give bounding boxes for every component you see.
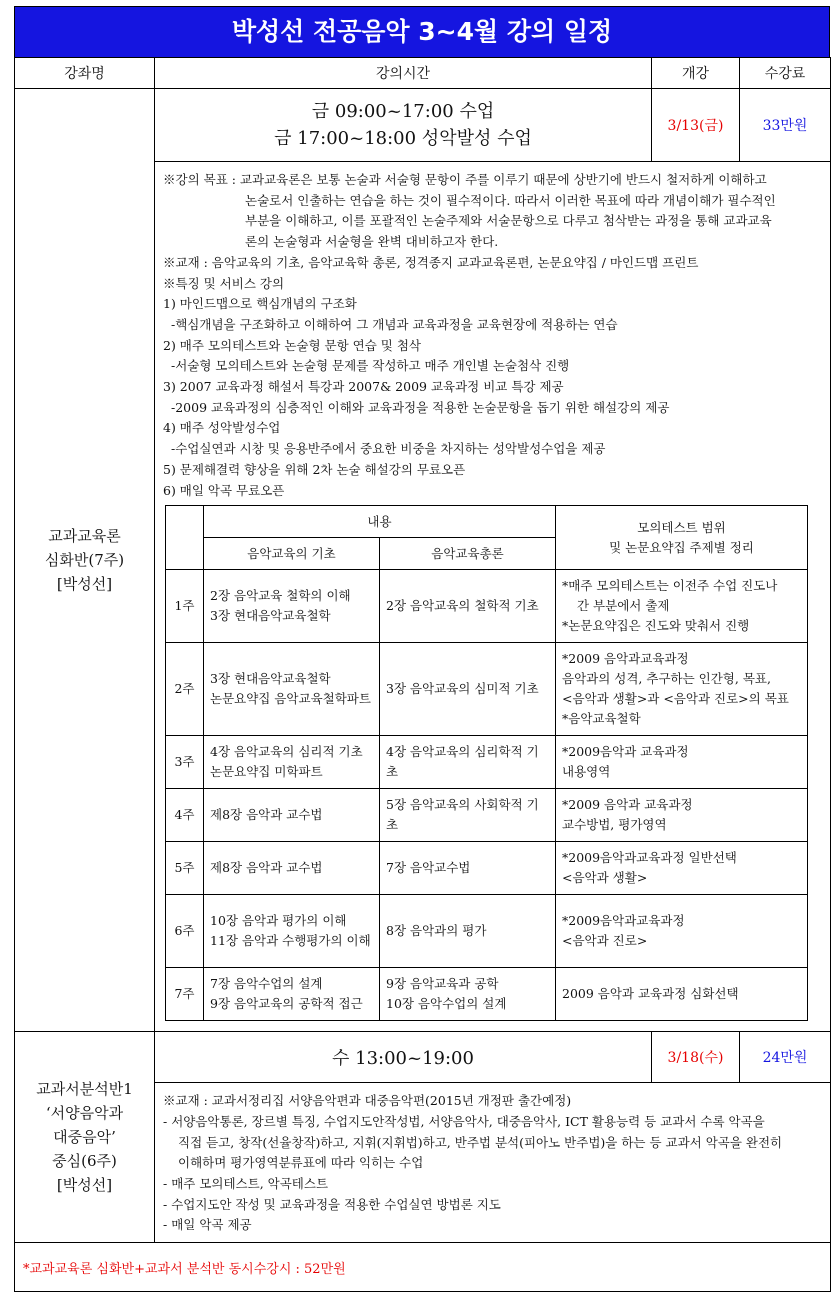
range-line: 간 부분에서 출제 xyxy=(577,598,670,614)
week-label: 3주 xyxy=(166,736,204,789)
footer-row xyxy=(15,1243,831,1292)
course2-description xyxy=(155,1083,831,1243)
feature-detail: -수업실연과 시창 및 응용반주에서 중요한 비중을 차지하는 성악발성수업을 제공 xyxy=(171,441,606,457)
goal-label: ※강의 목표 : xyxy=(163,172,240,187)
detail-item: - 매일 악곡 제공 xyxy=(163,1217,252,1233)
week-content-1 xyxy=(204,570,380,643)
week-header-blank xyxy=(166,506,204,570)
content-line: 11장 음악과 수행평가의 이해 xyxy=(210,933,371,949)
schedule-table xyxy=(14,57,831,1292)
week-content-2 xyxy=(380,570,556,643)
range-line: 내용영역 xyxy=(562,764,611,780)
week-content-2 xyxy=(380,736,556,789)
week-content-1 xyxy=(204,895,380,968)
course1-description xyxy=(155,162,831,1032)
feature-heading: ※특징 및 서비스 강의 xyxy=(163,275,285,291)
feature-item: 5) 문제해결력 향상을 위해 2차 논술 해설강의 무료오픈 xyxy=(163,461,466,477)
feature-item: 4) 매주 성악발성수업 xyxy=(163,420,281,436)
week-content-1 xyxy=(204,842,380,895)
range-line: *2009 음악과 교육과정 xyxy=(562,797,693,813)
course1-time-line: 금 17:00~18:00 성악발성 수업 xyxy=(274,128,532,149)
content-line: 8장 음악과의 평가 xyxy=(386,923,487,939)
content-line: 9장 음악교육의 공학적 접근 xyxy=(210,996,363,1012)
content-line: 4장 음악교육의 심리적 기초 xyxy=(210,744,363,760)
week-header-row xyxy=(166,506,808,538)
week-content-1 xyxy=(204,968,380,1021)
course2-name-line: [박성선] xyxy=(56,1176,113,1195)
content-line: 3장 현대음악교육철학 xyxy=(210,671,331,687)
week-content-2 xyxy=(380,895,556,968)
week-label: 6주 xyxy=(166,895,204,968)
course1-time xyxy=(155,89,652,162)
range-line: <음악과 생활> xyxy=(562,870,648,886)
feature-detail: -핵심개념을 구조화하고 이해하여 그 개념과 교육과정을 교육현장에 적용하는 연습 xyxy=(171,316,618,332)
header-open: 개강 xyxy=(652,58,740,89)
week-row xyxy=(166,789,808,842)
week-content-1 xyxy=(204,643,380,736)
course1-name-line: 교과교육론 xyxy=(48,527,121,546)
range-line: *2009음악과 교육과정 xyxy=(562,744,689,760)
course1-name xyxy=(15,89,155,1032)
course1-name-line: [박성선] xyxy=(56,575,113,594)
week-row xyxy=(166,895,808,968)
detail-item-cont: 직접 듣고, 창작(선율창작)하고, 지휘(지휘법)하고, 반주법 분석(피아노 반주법)을 하는 등 교과서 악곡을 완전히 xyxy=(178,1134,783,1150)
range-line: *매주 모의테스트는 이전주 수업 진도나 xyxy=(562,578,778,594)
course1-goal xyxy=(163,170,816,191)
week-row xyxy=(166,842,808,895)
range-line: *2009 음악과교육과정 xyxy=(562,651,689,667)
range-line: *논문요약집은 진도와 맞춰서 진행 xyxy=(562,618,750,634)
detail-item-cont: 이해하며 평가영역분류표에 따라 익히는 수업 xyxy=(178,1155,424,1171)
week-range xyxy=(556,968,808,1021)
course2-name-line: 교과서분석반1 xyxy=(36,1080,133,1099)
week-range xyxy=(556,789,808,842)
range-line: <음악과 진로> xyxy=(562,933,648,949)
page-title: 박성선 전공음악 3~4월 강의 일정 xyxy=(14,6,830,57)
range-line: <음악과 생활>과 <음악과 진로>의 목표 xyxy=(562,691,789,707)
detail-item: - 수업지도안 작성 및 교육과정을 적용한 수업실연 방법론 지도 xyxy=(163,1196,501,1212)
range-header-line: 및 논문요약집 주제별 정리 xyxy=(609,539,754,555)
feature-item: 6) 매일 악곡 무료오픈 xyxy=(163,482,285,498)
header-time: 강의시간 xyxy=(155,58,652,89)
week-label: 7주 xyxy=(166,968,204,1021)
range-line: 교수방법, 평가영역 xyxy=(562,817,667,833)
range-line: *음악교육철학 xyxy=(562,711,641,727)
week-label: 2주 xyxy=(166,643,204,736)
range-header-line: 모의테스트 범위 xyxy=(637,519,726,535)
week-range xyxy=(556,895,808,968)
feature-detail: -서술형 모의테스트와 논술형 문제를 작성하고 매주 개인별 논술첨삭 진행 xyxy=(171,358,570,374)
week-row xyxy=(166,736,808,789)
week-content-2 xyxy=(380,968,556,1021)
content-line: 제8장 음악과 교수법 xyxy=(210,860,323,876)
goal-line: 론의 논술형과 서술형을 완벽 대비하고자 한다. xyxy=(245,234,499,250)
course2-time: 수 13:00~19:00 xyxy=(155,1032,652,1083)
range-line: 2009 음악과 교육과정 심화선택 xyxy=(562,986,739,1002)
course1-time-line: 금 09:00~17:00 수업 xyxy=(311,101,495,122)
week-range xyxy=(556,570,808,643)
col2-header: 음악교육총론 xyxy=(380,538,556,570)
detail-item: - 서양음악통론, 장르별 특징, 수업지도안작성법, 서양음악사, 대중음악사, ICT 활용능력 등 교과서 수록 악곡을 xyxy=(163,1113,765,1129)
course1-fee: 33만원 xyxy=(740,89,831,162)
week-content-2 xyxy=(380,643,556,736)
week-range xyxy=(556,643,808,736)
content-line: 논문요약집 음악교육철학파트 xyxy=(210,691,371,707)
range-line: *2009음악과교육과정 xyxy=(562,913,685,929)
content-line: 10장 음악과 평가의 이해 xyxy=(210,913,347,929)
content-line: 논문요약집 미학파트 xyxy=(210,764,323,780)
week-range xyxy=(556,842,808,895)
goal-line: 논술로서 인출하는 연습을 하는 것이 필수적이다. 따라서 이러한 목표에 따라 개념이해가 필수적인 xyxy=(245,192,776,208)
week-label: 4주 xyxy=(166,789,204,842)
course1-name-line: 심화반(7주) xyxy=(44,551,125,570)
content-line: 9장 음악교육과 공학 xyxy=(386,976,499,992)
course2-fee: 24만원 xyxy=(740,1032,831,1083)
col1-header: 음악교육의 기초 xyxy=(204,538,380,570)
content-line: 4장 음악교육의 심리학적 기초 xyxy=(386,744,539,780)
content-line: 제8장 음악과 교수법 xyxy=(210,807,323,823)
schedule-page xyxy=(14,6,830,1292)
week-content-2 xyxy=(380,789,556,842)
course2-name-line: 대중음악’ xyxy=(53,1128,116,1147)
week-content-1 xyxy=(204,789,380,842)
goal-line: 교과교육론은 보통 논술과 서술형 문항이 주를 이루기 때문에 상반기에 반드시 철저하게 이해하고 xyxy=(239,172,767,187)
content-line: 5장 음악교육의 사회학적 기초 xyxy=(386,797,539,833)
course1-row xyxy=(15,89,831,162)
feature-detail: -2009 교육과정의 심층적인 이해와 교육과정을 적용한 논술문항을 돕기 위한 해설강의 제공 xyxy=(171,399,670,415)
range-line: *2009음악과교육과정 일반선택 xyxy=(562,850,737,866)
header-row xyxy=(15,58,831,89)
textbook-line: ※교재 : 음악교육의 기초, 음악교육학 총론, 정격종지 교과교육론편, 논문요약집 / 마인드맵 프린트 xyxy=(163,254,699,270)
course2-name xyxy=(15,1032,155,1243)
textbook-line: ※교재 : 교과서정리집 서양음악편과 대중음악편(2015년 개정판 출간예정) xyxy=(163,1093,572,1109)
week-range xyxy=(556,736,808,789)
goal-line: 부분을 이해하고, 이를 포괄적인 논술주제와 서술문항으로 다루고 첨삭받는 과정을 통해 교과교육 xyxy=(245,213,772,229)
week-content-1 xyxy=(204,736,380,789)
weekly-plan-table xyxy=(165,505,808,1021)
course1-open-date: 3/13(금) xyxy=(652,89,740,162)
content-line: 2장 음악교육의 철학적 기초 xyxy=(386,598,539,614)
week-row xyxy=(166,968,808,1021)
course2-name-line: ‘서양음악과 xyxy=(45,1104,124,1123)
range-line: 음악과의 성격, 추구하는 인간형, 목표, xyxy=(562,671,771,687)
content-line: 7장 음악교수법 xyxy=(386,860,471,876)
content-line: 10장 음악수업의 설계 xyxy=(386,996,507,1012)
course2-open-date: 3/18(수) xyxy=(652,1032,740,1083)
range-header xyxy=(556,506,808,570)
content-line: 3장 음악교육의 심미적 기초 xyxy=(386,681,539,697)
week-label: 1주 xyxy=(166,570,204,643)
content-line: 2장 음악교육 철학의 이해 xyxy=(210,588,351,604)
detail-item: - 매주 모의테스트, 악곡테스트 xyxy=(163,1176,329,1192)
header-fee: 수강료 xyxy=(740,58,831,89)
feature-item: 3) 2007 교육과정 해설서 특강과 2007& 2009 교육과정 비교 특강 제공 xyxy=(163,379,564,395)
combo-price-note: *교과교육론 심화반+교과서 분석반 동시수강시 : 52만원 xyxy=(15,1243,831,1292)
feature-item: 1) 마인드맵으로 핵심개념의 구조화 xyxy=(163,296,357,312)
course2-row xyxy=(15,1032,831,1083)
header-course: 강좌명 xyxy=(15,58,155,89)
content-header: 내용 xyxy=(204,506,556,538)
week-content-2 xyxy=(380,842,556,895)
week-label: 5주 xyxy=(166,842,204,895)
content-line: 3장 현대음악교육철학 xyxy=(210,608,331,624)
content-line: 7장 음악수업의 설계 xyxy=(210,976,323,992)
week-row xyxy=(166,643,808,736)
feature-item: 2) 매주 모의테스트와 논술형 문항 연습 및 첨삭 xyxy=(163,337,421,353)
course2-name-line: 중심(6주) xyxy=(52,1152,117,1171)
week-row xyxy=(166,570,808,643)
